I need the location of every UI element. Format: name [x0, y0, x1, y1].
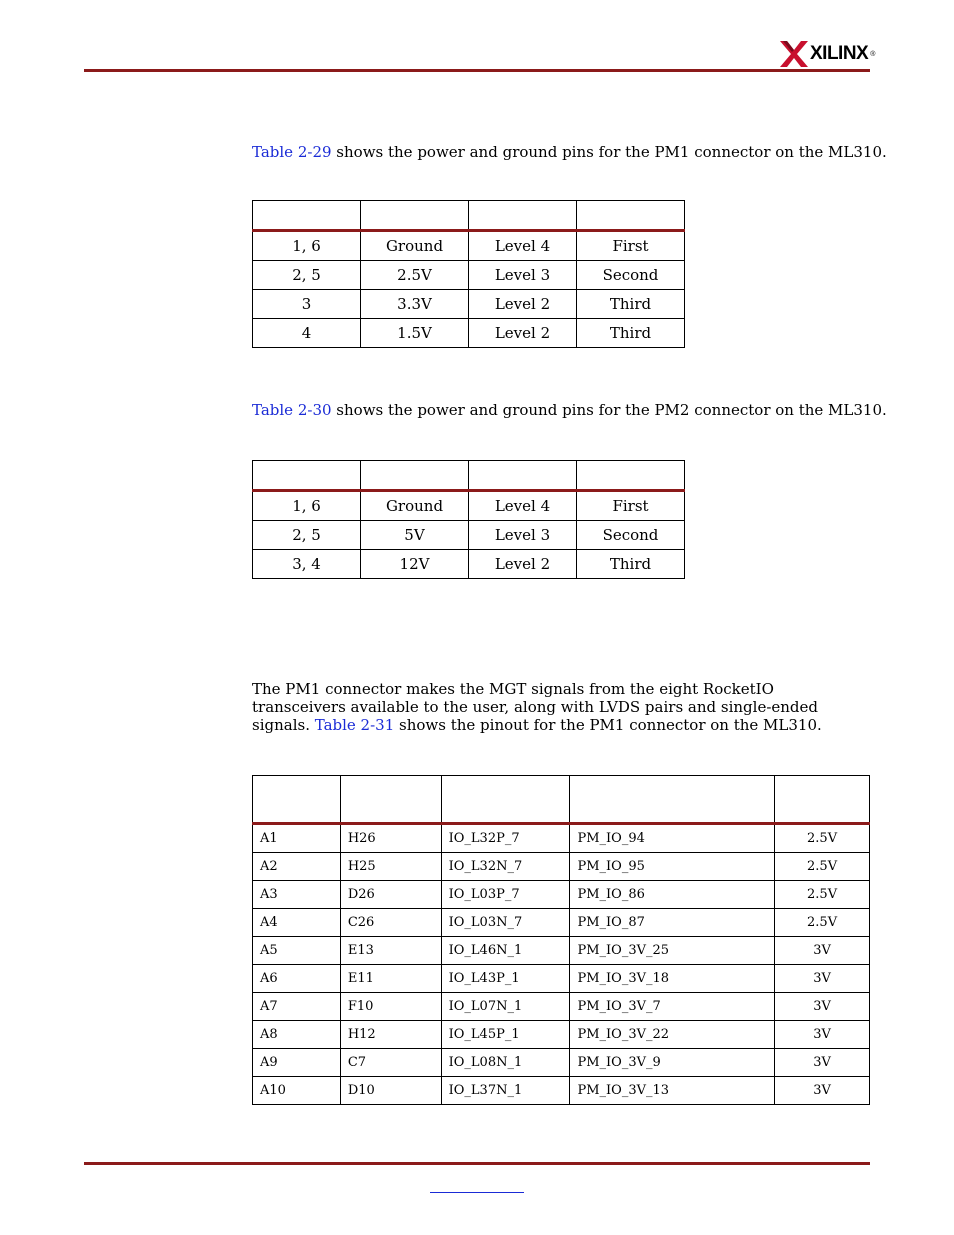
table-header-row [253, 461, 685, 491]
xilinx-logo [780, 40, 875, 68]
table-row [253, 231, 685, 261]
table-cell: E11 [340, 965, 441, 993]
table-cell: IO_L08N_1 [441, 1049, 570, 1077]
table-cell: PM_IO_3V_13 [570, 1077, 775, 1105]
table-cell: Ground [361, 491, 469, 521]
table-cell: 2.5V [775, 881, 870, 909]
table-cell: 2, 5 [253, 261, 361, 290]
paragraph-text: shows the power and ground pins for the PM2 connector on the ML310. [331, 401, 887, 419]
footer-rule [84, 1162, 870, 1165]
header-cell [253, 776, 341, 824]
footer-link-underline[interactable] [430, 1191, 524, 1193]
table-cell: A5 [253, 937, 341, 965]
table-cell: C26 [340, 909, 441, 937]
table-row [253, 1049, 870, 1077]
table-row [253, 909, 870, 937]
table-cell: Ground [361, 231, 469, 261]
table-cell: Third [577, 550, 685, 579]
table-cell: 3V [775, 1021, 870, 1049]
table-cell: E13 [340, 937, 441, 965]
table-cell: 1.5V [361, 319, 469, 348]
table-cell: PM_IO_3V_7 [570, 993, 775, 1021]
table-cell: Level 4 [469, 231, 577, 261]
table-row [253, 1021, 870, 1049]
header-cell [570, 776, 775, 824]
header-cell [469, 201, 577, 231]
table-cell: A4 [253, 909, 341, 937]
paragraph-text: shows the power and ground pins for the PM1 connector on the ML310. [331, 143, 887, 161]
header-cell [361, 201, 469, 231]
table-cell: PM_IO_3V_18 [570, 965, 775, 993]
table-cell: A10 [253, 1077, 341, 1105]
table-2-29-link[interactable]: Table 2-29 [252, 143, 332, 161]
table-cell: PM_IO_3V_22 [570, 1021, 775, 1049]
table-cell: A8 [253, 1021, 341, 1049]
logo-text: XILINX [810, 43, 869, 64]
table-row [253, 491, 685, 521]
table-cell: Second [577, 261, 685, 290]
xilinx-x-icon [780, 41, 808, 67]
table-cell: 2.5V [775, 853, 870, 881]
paragraph-pm1-pinout [252, 680, 870, 734]
table-cell: A2 [253, 853, 341, 881]
table-header-row [253, 201, 685, 231]
table-cell: Third [577, 319, 685, 348]
header-cell [253, 461, 361, 491]
table-row [253, 937, 870, 965]
table-cell: 3V [775, 1049, 870, 1077]
table-cell: F10 [340, 993, 441, 1021]
table-cell: C7 [340, 1049, 441, 1077]
paragraph-pm2-power [252, 401, 887, 419]
table-cell: H12 [340, 1021, 441, 1049]
table-cell: Level 2 [469, 319, 577, 348]
table-cell: A3 [253, 881, 341, 909]
header-cell [253, 201, 361, 231]
table-row [253, 550, 685, 579]
table-cell: First [577, 231, 685, 261]
table-cell: Second [577, 521, 685, 550]
table-cell: IO_L43P_1 [441, 965, 570, 993]
table-cell: IO_L32P_7 [441, 824, 570, 853]
table-cell: Level 2 [469, 550, 577, 579]
table-cell: IO_L46N_1 [441, 937, 570, 965]
logo-registered-mark: ® [870, 50, 876, 58]
table-row [253, 993, 870, 1021]
table-cell: 3, 4 [253, 550, 361, 579]
table-cell: PM_IO_3V_25 [570, 937, 775, 965]
paragraph-text: The PM1 connector makes the MGT signals from the eight RocketIO transceivers available to the user, along with LVDS pairs and single-ended signals. [252, 680, 819, 734]
pm2-power-table [252, 460, 685, 579]
table-cell: 12V [361, 550, 469, 579]
header-cell [577, 461, 685, 491]
table-cell: 2, 5 [253, 521, 361, 550]
table-cell: 3.3V [361, 290, 469, 319]
header-cell [441, 776, 570, 824]
table-row [253, 853, 870, 881]
paragraph-pm1-power [252, 143, 887, 161]
table-cell: PM_IO_94 [570, 824, 775, 853]
table-cell: 1, 6 [253, 491, 361, 521]
table-cell: Level 3 [469, 521, 577, 550]
table-cell: A6 [253, 965, 341, 993]
table-cell: IO_L32N_7 [441, 853, 570, 881]
table-2-31-link[interactable]: Table 2-31 [314, 716, 395, 734]
table-cell: 3V [775, 937, 870, 965]
header-cell [361, 461, 469, 491]
table-cell: D10 [340, 1077, 441, 1105]
header-cell [775, 776, 870, 824]
table-cell: Level 3 [469, 261, 577, 290]
table-cell: IO_L37N_1 [441, 1077, 570, 1105]
header-rule [84, 69, 870, 72]
table-cell: H25 [340, 853, 441, 881]
table-cell: PM_IO_3V_9 [570, 1049, 775, 1077]
table-cell: D26 [340, 881, 441, 909]
pm1-power-table [252, 200, 685, 348]
table-cell: IO_L03P_7 [441, 881, 570, 909]
header-cell [577, 201, 685, 231]
table-2-30-link[interactable]: Table 2-30 [252, 401, 332, 419]
table-cell: PM_IO_86 [570, 881, 775, 909]
table-cell: Level 4 [469, 491, 577, 521]
table-row [253, 521, 685, 550]
table-cell: Third [577, 290, 685, 319]
table-cell: 2.5V [775, 824, 870, 853]
paragraph-text: shows the pinout for the PM1 connector on the ML310. [394, 716, 822, 734]
table-header-row [253, 776, 870, 824]
table-row [253, 1077, 870, 1105]
table-cell: Level 2 [469, 290, 577, 319]
table-cell: 2.5V [775, 909, 870, 937]
table-cell: 3V [775, 993, 870, 1021]
table-cell: PM_IO_95 [570, 853, 775, 881]
table-row [253, 290, 685, 319]
table-cell: H26 [340, 824, 441, 853]
table-cell: IO_L07N_1 [441, 993, 570, 1021]
table-cell: 3 [253, 290, 361, 319]
table-cell: 2.5V [361, 261, 469, 290]
table-cell: IO_L45P_1 [441, 1021, 570, 1049]
header-cell [469, 461, 577, 491]
table-cell: 1, 6 [253, 231, 361, 261]
table-cell: A1 [253, 824, 341, 853]
table-cell: First [577, 491, 685, 521]
table-cell: 4 [253, 319, 361, 348]
table-cell: PM_IO_87 [570, 909, 775, 937]
table-cell: A7 [253, 993, 341, 1021]
table-row [253, 261, 685, 290]
table-row [253, 965, 870, 993]
table-row [253, 319, 685, 348]
table-row [253, 824, 870, 853]
pm1-pinout-table [252, 775, 870, 1105]
table-cell: A9 [253, 1049, 341, 1077]
table-cell: IO_L03N_7 [441, 909, 570, 937]
table-cell: 3V [775, 1077, 870, 1105]
header-cell [340, 776, 441, 824]
table-cell: 3V [775, 965, 870, 993]
table-row [253, 881, 870, 909]
table-cell: 5V [361, 521, 469, 550]
